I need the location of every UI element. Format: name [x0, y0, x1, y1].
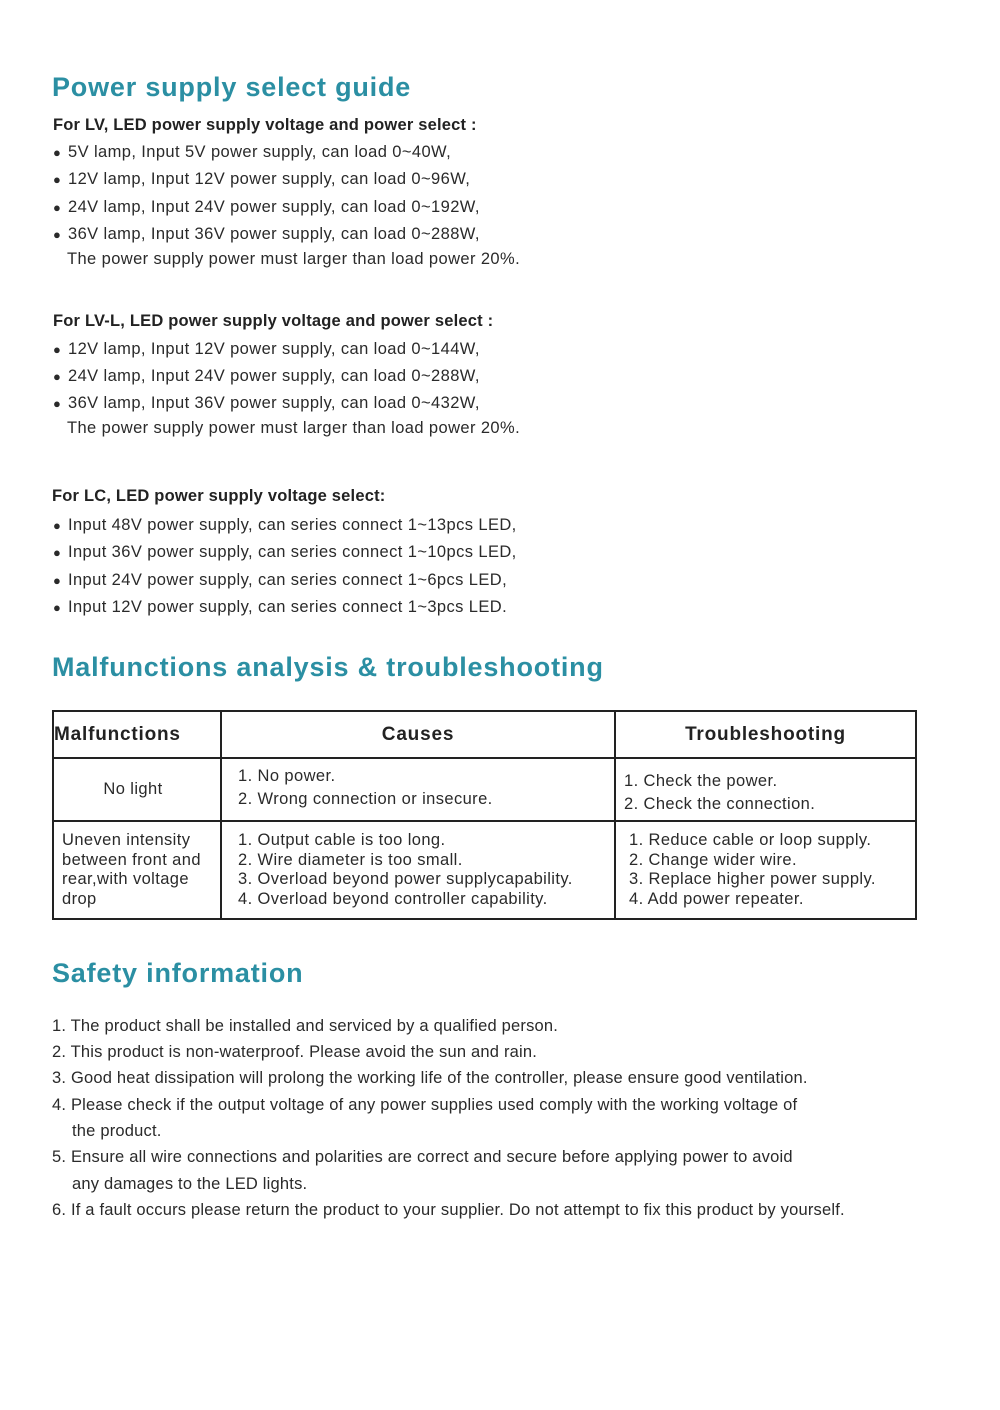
lc-item: ● Input 24V power supply, can series connect 1~6pcs LED,	[53, 571, 508, 589]
bullet-icon: ●	[53, 545, 62, 560]
table-row	[53, 821, 916, 919]
causes-cell: 1. No power. 2. Wrong connection or insecure.	[221, 758, 615, 821]
lv-item: ● 12V lamp, Input 12V power supply, can load 0~96W,	[53, 170, 471, 188]
causes-cell: 1. Output cable is too long. 2. Wire diameter is too small. 3. Overload beyond power supplycapability. 4. Overload beyond controller capability.	[221, 821, 615, 919]
safety-item: 1. The product shall be installed and serviced by a qualified person.	[52, 1017, 559, 1035]
table-row	[53, 758, 916, 821]
lv-heading: For LV, LED power supply voltage and power select :	[53, 116, 477, 134]
malfunctions-table	[52, 710, 917, 920]
lvl-item: ● 12V lamp, Input 12V power supply, can load 0~144W,	[53, 340, 480, 358]
lv-item: ● 36V lamp, Input 36V power supply, can load 0~288W,	[53, 225, 480, 243]
bullet-icon: ●	[53, 342, 62, 357]
malfunction-cell: No light	[53, 758, 221, 821]
bullet-icon: ●	[53, 600, 62, 615]
safety-item-continued: any damages to the LED lights.	[72, 1175, 308, 1193]
column-header-causes: Causes	[221, 711, 615, 758]
bullet-icon: ●	[53, 518, 62, 533]
lc-heading: For LC, LED power supply voltage select:	[52, 487, 386, 505]
lvl-note: The power supply power must larger than load power 20%.	[67, 419, 521, 437]
safety-item: 4. Please check if the output voltage of any power supplies used comply with the working voltage of	[52, 1096, 798, 1114]
fixes-cell: 1. Check the power. 2. Check the connection.	[615, 758, 916, 821]
safety-item-continued: the product.	[72, 1122, 162, 1140]
fixes-cell: 1. Reduce cable or loop supply. 2. Change wider wire. 3. Replace higher power supply. 4. Add power repeater.	[615, 821, 916, 919]
bullet-icon: ●	[53, 227, 62, 242]
bullet-icon: ●	[53, 396, 62, 411]
bullet-icon: ●	[53, 573, 62, 588]
lv-item: ● 24V lamp, Input 24V power supply, can load 0~192W,	[53, 198, 480, 216]
lv-note: The power supply power must larger than load power 20%.	[67, 250, 521, 268]
safety-title: Safety information	[52, 958, 304, 988]
lc-item: ● Input 36V power supply, can series connect 1~10pcs LED,	[53, 543, 517, 561]
malfunctions-title: Malfunctions analysis & troubleshooting	[52, 652, 604, 682]
lc-item: ● Input 12V power supply, can series connect 1~3pcs LED.	[53, 598, 508, 616]
safety-item: 6. If a fault occurs please return the product to your supplier. Do not attempt to fix this product by yourself.	[52, 1201, 845, 1219]
malfunction-cell: Uneven intensity between front and rear,with voltage drop	[53, 821, 221, 919]
bullet-icon: ●	[53, 200, 62, 215]
table-header-row	[53, 711, 916, 758]
bullet-icon: ●	[53, 172, 62, 187]
lvl-item: ● 36V lamp, Input 36V power supply, can load 0~432W,	[53, 394, 480, 412]
column-header-troubleshooting: Troubleshooting	[615, 711, 916, 758]
safety-item: 5. Ensure all wire connections and polarities are correct and secure before applying power to avoid	[52, 1148, 793, 1166]
column-header-malfunctions: Malfunctions	[53, 711, 221, 758]
power-guide-title: Power supply select guide	[52, 72, 412, 102]
lvl-heading: For LV-L, LED power supply voltage and power select :	[53, 312, 494, 330]
lv-item: ● 5V lamp, Input 5V power supply, can load 0~40W,	[53, 143, 452, 161]
bullet-icon: ●	[53, 145, 62, 160]
lvl-item: ● 24V lamp, Input 24V power supply, can load 0~288W,	[53, 367, 480, 385]
safety-item: 2. This product is non-waterproof. Please avoid the sun and rain.	[52, 1043, 538, 1061]
bullet-icon: ●	[53, 369, 62, 384]
safety-item: 3. Good heat dissipation will prolong the working life of the controller, please ensure good ventilation.	[52, 1069, 808, 1087]
lc-item: ● Input 48V power supply, can series connect 1~13pcs LED,	[53, 516, 517, 534]
